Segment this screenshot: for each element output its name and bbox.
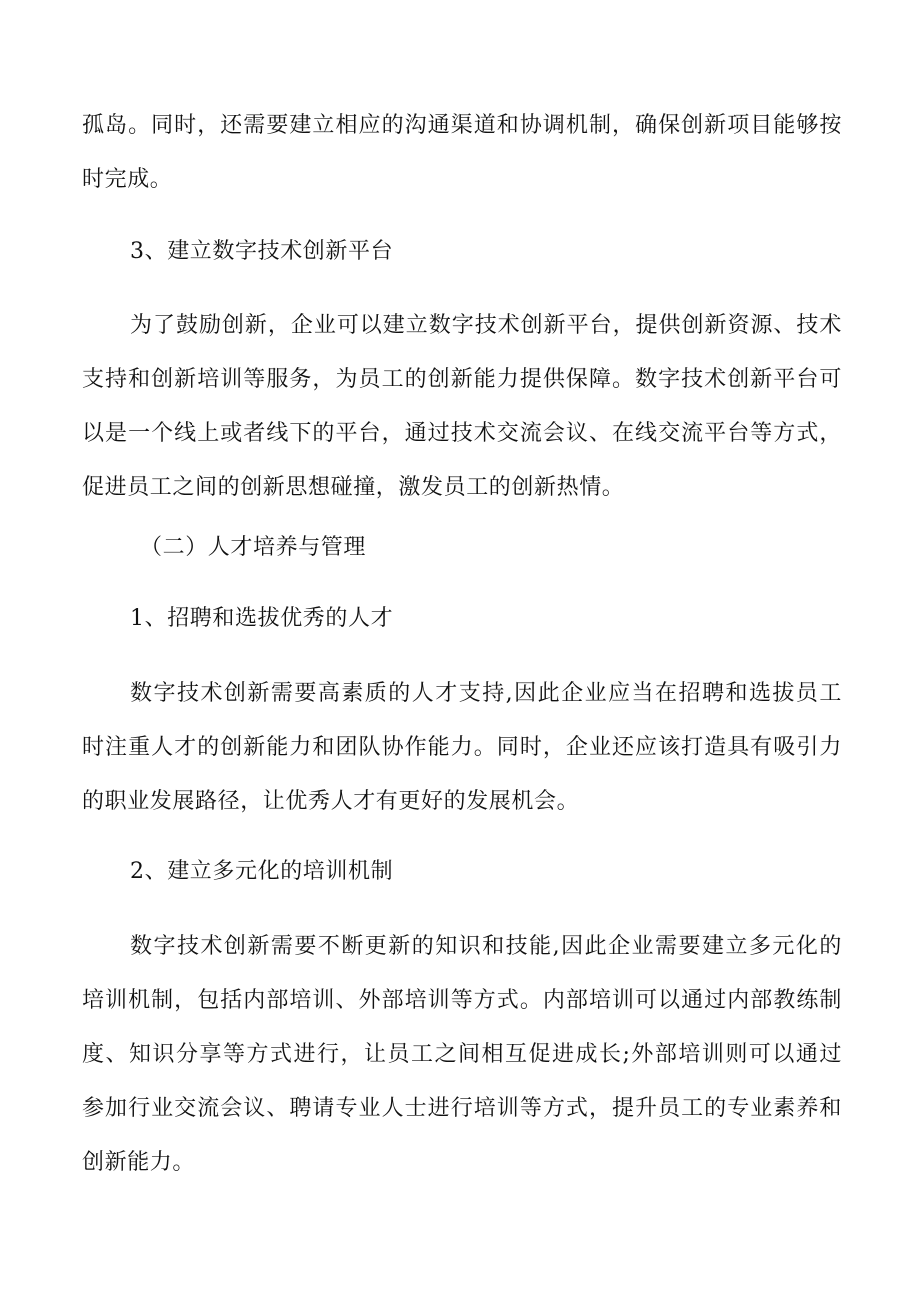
paragraph-line: 培训机制，包括内部培训、外部培训等方式。内部培训可以通过内部教练制 [82,988,842,1013]
paragraph-line: 支持和创新培训等服务，为员工的创新能力提供保障。数字技术创新平台可 [82,367,842,392]
part-heading: （二）人才培养与管理 [140,535,367,560]
paragraph-line: 数字技术创新需要高素质的人才支持,因此企业应当在招聘和选拔员工 [130,681,842,706]
paragraph-line: 度、知识分享等方式进行，让员工之间相互促进成长;外部培训则可以通过 [82,1042,842,1067]
paragraph-line: 参加行业交流会议、聘请专业人士进行培训等方式，提升员工的专业素养和 [82,1096,842,1121]
section-heading-1: 1、招聘和选拔优秀的人才 [130,606,394,631]
paragraph-line: 孤岛。同时，还需要建立相应的沟通渠道和协调机制，确保创新项目能够按 [82,113,842,138]
section-heading-3: 3、建立数字技术创新平台 [130,239,394,264]
paragraph-line: 促进员工之间的创新思想碰撞，激发员工的创新热情。 [82,475,625,500]
paragraph-line: 数字技术创新需要不断更新的知识和技能,因此企业需要建立多元化的 [130,934,842,959]
paragraph-line: 时完成。 [82,167,173,192]
paragraph-line: 的职业发展路径，让优秀人才有更好的发展机会。 [82,789,580,814]
paragraph-line: 创新能力。 [82,1150,196,1175]
paragraph-line: 为了鼓励创新，企业可以建立数字技术创新平台，提供创新资源、技术 [130,313,842,338]
paragraph-line: 时注重人才的创新能力和团队协作能力。同时，企业还应该打造具有吸引力 [82,735,842,760]
paragraph-line: 以是一个线上或者线下的平台，通过技术交流会议、在线交流平台等方式， [82,421,842,446]
section-heading-2: 2、建立多元化的培训机制 [130,859,394,884]
